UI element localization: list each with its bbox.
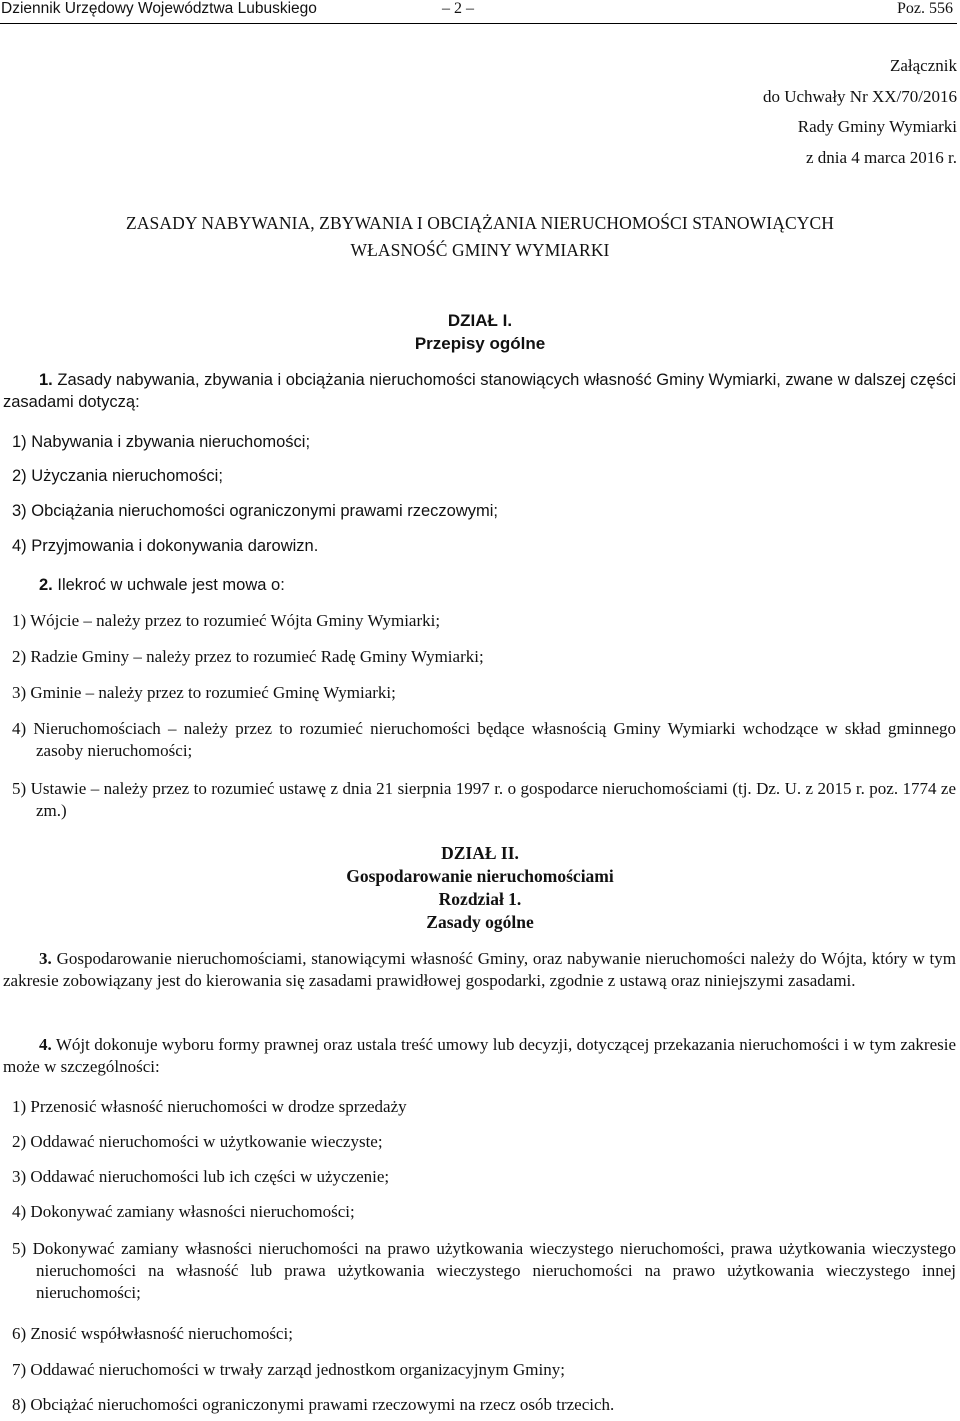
paragraph-number: 3. [39,949,52,968]
position-number: Poz. 556 [897,0,953,17]
annex-label: Załącznik [889,56,957,75]
journal-name: Dziennik Urzędowy Województwa Lubuskiego [1,0,317,17]
section-subheading: Przepisy ogólne [414,334,546,353]
list-item: 1) Przenosić własność nieruchomości w drodze sprzedaży [12,1097,407,1116]
list-item: 3) Gminie – należy przez to rozumieć Gminę Wymiarki; [12,683,396,702]
list-item: 2) Oddawać nieruchomości w użytkowanie wieczyste; [12,1132,383,1151]
list-item: 1) Wójcie – należy przez to rozumieć Wójta Gminy Wymiarki; [12,611,441,630]
paragraph-4 [3,1034,956,1078]
annex-resolution: do Uchwały Nr XX/70/2016 [762,86,957,106]
list-item: 7) Oddawać nieruchomości w trwały zarząd jednostkom organizacyjnym Gminy; [12,1360,565,1379]
list-item: 3) Obciążania nieruchomości ograniczonymi prawami rzeczowymi; [12,502,499,520]
section-heading: DZIAŁ I. [447,311,513,330]
paragraph-text: Zasady nabywania, zbywania i obciążania nieruchomości stanowiących własność Gminy Wymiarki, zwane w dalszej części zasadami dotyczą: [3,371,956,411]
list-item: 4) Dokonywać zamiany własności nieruchomości; [12,1202,355,1221]
list-item: 2) Użyczania nieruchomości; [12,467,223,485]
paragraph-1 [3,369,956,413]
title-line-2: WŁASNOŚĆ GMINY WYMIARKI [350,240,610,260]
section-subheading: Gospodarowanie nieruchomościami [346,866,614,886]
paragraph-number: 1. [39,371,53,389]
paragraph-3 [3,948,956,992]
annex-block [763,51,957,173]
list-item: 3) Oddawać nieruchomości lub ich części w użyczenie; [12,1167,390,1186]
paragraph-number: 2. [39,576,53,594]
list-item: 6) Znosić współwłasność nieruchomości; [12,1324,293,1343]
title-line-1: ZASADY NABYWANIA, ZBYWANIA I OBCIĄŻANIA NIERUCHOMOŚCI STANOWIĄCYCH [126,213,834,233]
list-item: 4) Przyjmowania i dokonywania darowizn. [12,537,319,555]
chapter-title: Zasady ogólne [426,912,534,932]
paragraph-text: Wójt dokonuje wyboru formy prawnej oraz ustala treść umowy lub decyzji, dotyczącej przekazania nieruchomości i w tym zakresie może w szczególności: [3,1035,956,1076]
page-header [0,0,957,24]
section-heading: DZIAŁ II. [441,843,519,863]
chapter-heading: Rozdział 1. [438,889,522,909]
page-number: – 2 – [442,0,474,17]
list-item: 2) Radzie Gminy – należy przez to rozumieć Radę Gminy Wymiarki; [12,647,484,666]
annex-council: Rady Gminy Wymiarki [797,117,957,136]
paragraph-text: Ilekroć w uchwale jest mowa o: [57,576,285,594]
paragraph-2 [3,574,956,596]
paragraph-text: Gospodarowanie nieruchomościami, stanowiącymi własność Gminy, oraz nabywanie nieruchomości należy do Wójta, który w tym zakresie zobowiązany jest do kierowania się zasadami prawidłowej gospodarki, zgodnie z ustawą oraz niniejszymi zasadami. [3,949,957,990]
annex-date: z dnia 4 marca 2016 r. [805,147,957,167]
list-item: 5) Dokonywać zamiany własności nieruchomości na prawo użytkowania wieczystego nieruchomości, prawa użytkowania wieczystego nieruchomości na własność lub prawa użytkowania wieczystego nieruchomości na prawo użytkowania wieczystego innej nieruchomości; [12,1239,956,1302]
list-item: 4) Nieruchomościach – należy przez to rozumieć nieruchomości będące własnością Gminy Wymiarki wchodzące w skład gminnego zasoby nieruchomości; [12,719,956,760]
list-item: 5) Ustawie – należy przez to rozumieć ustawę z dnia 21 sierpnia 1997 r. o gospodarce nieruchomościami (tj. Dz. U. z 2015 r. poz. 1774 ze zm.) [12,779,956,820]
list-item: 8) Obciążać nieruchomości ograniczonymi prawami rzeczowymi na rzecz osób trzecich. [12,1395,615,1414]
document-title [0,210,960,264]
paragraph-number: 4. [39,1035,52,1054]
list-item: 1) Nabywania i zbywania nieruchomości; [12,433,311,451]
